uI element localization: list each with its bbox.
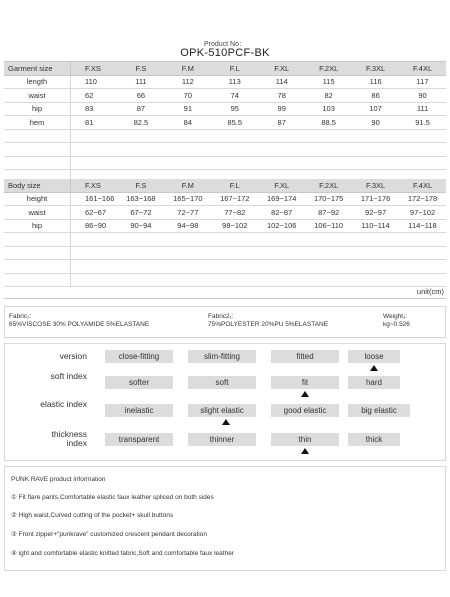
option-pill: transparent — [105, 433, 173, 446]
cell: 84 — [164, 116, 211, 130]
option-pill: good elastic — [271, 404, 339, 417]
option-pill: thinner — [188, 433, 256, 446]
info-title: PUNK RAVE product information — [11, 476, 106, 483]
cell: 74 — [211, 89, 258, 103]
cell: 102~106 — [258, 219, 305, 233]
cell: 95 — [211, 102, 258, 116]
cell: 82 — [305, 89, 352, 103]
attr-label-version: version — [59, 351, 87, 361]
cell: 86~90 — [71, 219, 118, 233]
cell: 107 — [352, 102, 399, 116]
cell: 112 — [164, 75, 211, 89]
option-pill: loose — [348, 350, 400, 363]
cell: 161~166 — [71, 192, 118, 206]
cell: 70 — [164, 89, 211, 103]
cell: 115 — [305, 75, 352, 89]
cell: 97~102 — [399, 206, 446, 220]
cell: 106~110 — [305, 219, 352, 233]
cell: 114 — [258, 75, 305, 89]
empty-row — [4, 273, 446, 287]
table-row — [4, 102, 446, 116]
cell: 171~176 — [352, 192, 399, 206]
cell: 77~82 — [211, 206, 258, 220]
option-pill: thick — [348, 433, 400, 446]
garment-title: Garment size — [4, 62, 71, 75]
weight-label: Weight₁: — [383, 313, 408, 320]
option-pill: soft — [188, 376, 256, 389]
size-header: F.XS — [71, 179, 118, 192]
garment-size-table — [4, 62, 446, 184]
cell: 90 — [399, 89, 446, 103]
option-pill: slim-fitting — [188, 350, 256, 363]
size-header: F.L — [211, 179, 258, 192]
selected-marker-icon — [222, 419, 230, 425]
weight-value: kg~0.526 — [383, 321, 410, 328]
cell: 165~170 — [164, 192, 211, 206]
option-pill: big elastic — [348, 404, 410, 417]
table-row — [4, 75, 446, 89]
empty-row — [4, 156, 446, 170]
attributes-box — [4, 343, 446, 461]
info-item: ② High waist,Curved cutting of the pocket+ skull buttons — [11, 512, 174, 519]
cell: 86 — [352, 89, 399, 103]
cell: 81 — [71, 116, 118, 130]
table-row — [4, 206, 446, 220]
size-header: F.3XL — [352, 62, 399, 75]
cell: 91.5 — [399, 116, 446, 130]
option-pill: fitted — [271, 350, 339, 363]
cell: 172~178 — [399, 192, 446, 206]
option-pill: softer — [105, 376, 173, 389]
empty-row — [4, 246, 446, 260]
size-header: F.4XL — [399, 62, 446, 75]
cell: 111 — [399, 102, 446, 116]
cell: 67~72 — [117, 206, 164, 220]
cell: 90 — [352, 116, 399, 130]
size-header: F.S — [117, 62, 164, 75]
cell: 170~175 — [305, 192, 352, 206]
size-header: F.4XL — [399, 179, 446, 192]
info-item: ① Fit flare pants,Comfortable elastic faux leather spliced on both sides — [11, 494, 214, 501]
cell: 82.5 — [117, 116, 164, 130]
fabric2-value: 75%POLYESTER 20%PU 5%ELASTANE — [208, 321, 329, 328]
cell: 116 — [352, 75, 399, 89]
cell: 87 — [117, 102, 164, 116]
garment-header-row — [4, 62, 446, 75]
cell: 111 — [117, 75, 164, 89]
fabric-box — [4, 306, 446, 338]
cell: 85.5 — [211, 116, 258, 130]
empty-row — [4, 233, 446, 247]
cell: 110~114 — [352, 219, 399, 233]
cell: 117 — [399, 75, 446, 89]
unit-label: unit(cm) — [416, 287, 444, 296]
cell: 110 — [71, 75, 118, 89]
cell: 90~94 — [117, 219, 164, 233]
option-pill: fit — [271, 376, 339, 389]
body-size-table — [4, 179, 446, 287]
row-label: waist — [4, 89, 71, 103]
option-pill: hard — [348, 376, 400, 389]
divider — [4, 298, 446, 299]
row-label: waist — [4, 206, 71, 220]
attr-label-thickness: thickness index — [51, 429, 87, 448]
cell: 99 — [258, 102, 305, 116]
option-pill: thin — [271, 433, 339, 446]
cell: 92~97 — [352, 206, 399, 220]
cell: 113 — [211, 75, 258, 89]
size-header: F.3XL — [352, 179, 399, 192]
selected-marker-icon — [370, 365, 378, 371]
cell: 103 — [305, 102, 352, 116]
cell: 163~168 — [117, 192, 164, 206]
cell: 114~118 — [399, 219, 446, 233]
row-label: height — [4, 192, 71, 206]
cell: 78 — [258, 89, 305, 103]
product-code: OPK-510PCF-BK — [180, 47, 270, 59]
row-label: hem — [4, 116, 71, 130]
selected-marker-icon — [301, 391, 309, 397]
cell: 88.5 — [305, 116, 352, 130]
size-header: F.S — [117, 179, 164, 192]
option-pill: close-fitting — [105, 350, 173, 363]
cell: 87 — [258, 116, 305, 130]
cell: 91 — [164, 102, 211, 116]
table-row — [4, 89, 446, 103]
selected-marker-icon — [301, 448, 309, 454]
empty-row — [4, 143, 446, 157]
option-pill: slight elastic — [188, 404, 256, 417]
product-number-label: Product No： — [203, 41, 247, 48]
cell: 87~92 — [305, 206, 352, 220]
size-header: F.2XL — [305, 62, 352, 75]
cell: 72~77 — [164, 206, 211, 220]
attr-label-soft: soft index — [50, 371, 87, 381]
size-header: F.XL — [258, 62, 305, 75]
size-header: F.XS — [71, 62, 118, 75]
body-title: Body size — [4, 179, 71, 192]
cell: 94~98 — [164, 219, 211, 233]
fabric1-label: Fabric₁: — [9, 313, 32, 320]
cell: 62 — [71, 89, 118, 103]
fabric2-label: Fabric2₁: — [208, 313, 234, 320]
cell: 169~174 — [258, 192, 305, 206]
table-row — [4, 192, 446, 206]
product-info-box — [4, 466, 446, 571]
empty-row — [4, 129, 446, 143]
body-header-row — [4, 179, 446, 192]
row-label: hip — [4, 219, 71, 233]
row-label: hip — [4, 102, 71, 116]
option-pill: inelastic — [105, 404, 173, 417]
attr-label-elastic: elastic index — [40, 399, 87, 409]
info-item: ③ Front zipper+"punkrave" customized crescent pendant decoration — [11, 531, 207, 538]
size-header: F.XL — [258, 179, 305, 192]
info-item: ④ ight and comfortable elastic knitted fabric,Soft and comfortable faux leather — [11, 550, 234, 557]
cell: 83 — [71, 102, 118, 116]
table-row — [4, 116, 446, 130]
cell: 98~102 — [211, 219, 258, 233]
size-header: F.M — [164, 179, 211, 192]
cell: 82~87 — [258, 206, 305, 220]
size-header: F.M — [164, 62, 211, 75]
cell: 62~67 — [71, 206, 118, 220]
fabric1-value: 65%VISCOSE 30% POLYAMIDE 5%ELASTANE — [9, 321, 150, 328]
size-header: F.2XL — [305, 179, 352, 192]
empty-row — [4, 260, 446, 274]
size-header: F.L — [211, 62, 258, 75]
row-label: length — [4, 75, 71, 89]
cell: 66 — [117, 89, 164, 103]
table-row — [4, 219, 446, 233]
cell: 167~172 — [211, 192, 258, 206]
